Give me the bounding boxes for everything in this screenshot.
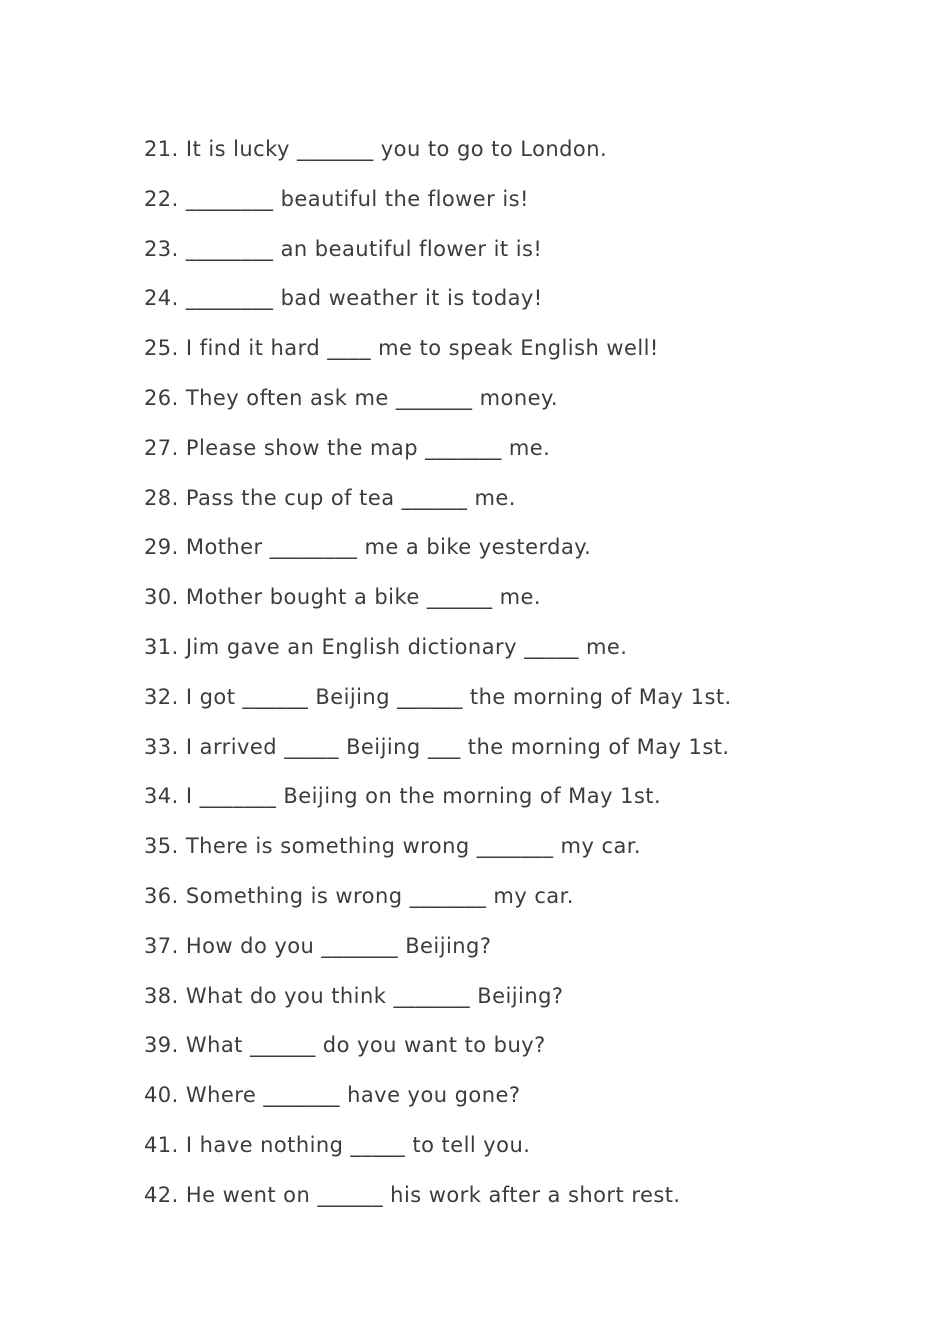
exercise-line-27: 27. Please show the map _______ me. (144, 435, 551, 460)
exercise-line-24: 24. ________ bad weather it is today! (144, 286, 543, 311)
exercise-line-33: 33. I arrived _____ Beijing ___ the morning of May 1st. (144, 734, 730, 759)
exercise-list (144, 130, 904, 1226)
exercise-line-42: 42. He went on ______ his work after a short rest. (144, 1182, 681, 1207)
exercise-line-39: 39. What ______ do you want to buy? (144, 1033, 546, 1058)
exercise-line-23: 23. ________ an beautiful flower it is! (144, 236, 543, 261)
exercise-line-21: 21. It is lucky _______ you to go to London. (144, 137, 608, 161)
exercise-line-29: 29. Mother ________ me a bike yesterday. (144, 535, 592, 560)
exercise-line-36: 36. Something is wrong _______ my car. (144, 883, 574, 908)
exercise-line-34: 34. I _______ Beijing on the morning of May 1st. (144, 784, 662, 809)
exercise-line-35: 35. There is something wrong _______ my car. (144, 834, 642, 859)
exercise-line-31: 31. Jim gave an English dictionary _____ me. (144, 634, 628, 659)
exercise-line-25: 25. I find it hard ____ me to speak English well! (144, 336, 659, 361)
exercise-line-26: 26. They often ask me _______ money. (144, 385, 558, 410)
exercise-line-32: 32. I got ______ Beijing ______ the morning of May 1st. (144, 684, 732, 709)
exercise-line-41: 41. I have nothing _____ to tell you. (144, 1132, 531, 1157)
exercise-line-37: 37. How do you _______ Beijing? (144, 933, 492, 958)
exercise-line-30: 30. Mother bought a bike ______ me. (144, 585, 542, 610)
exercise-line-40: 40. Where _______ have you gone? (144, 1083, 521, 1108)
exercise-line-22: 22. ________ beautiful the flower is! (144, 186, 529, 211)
exercise-line-38: 38. What do you think _______ Beijing? (144, 983, 564, 1008)
exercise-line-28: 28. Pass the cup of tea ______ me. (144, 485, 516, 510)
